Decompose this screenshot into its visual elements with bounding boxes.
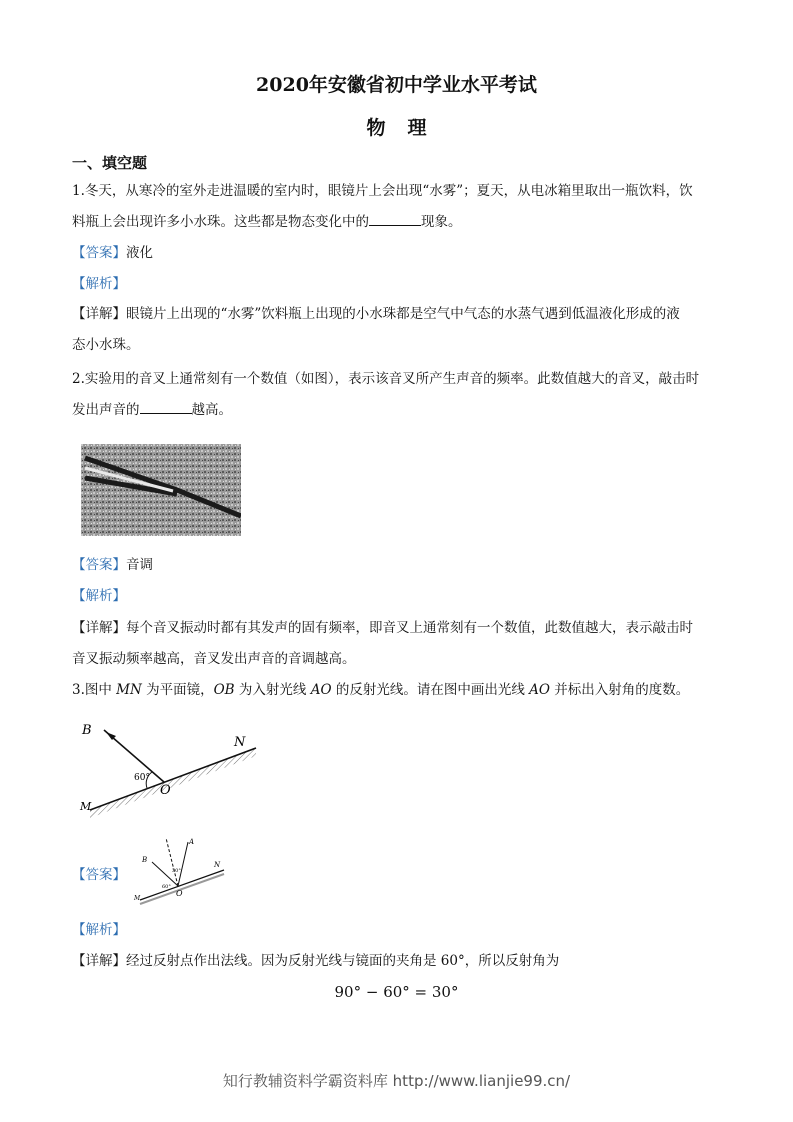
- answer-tag: 【答案】: [72, 867, 126, 883]
- ans-label-n: N: [214, 861, 221, 869]
- q3-text-a: 3.图中: [72, 682, 117, 698]
- q3-ao: AO: [310, 682, 332, 698]
- analysis-1: [72, 269, 724, 300]
- question-2-line1: 2.实验用的音叉上通常刻有一个数值（如图），表示该音叉所产生声音的频率。此数值越大的音叉，敲击时: [72, 371, 700, 387]
- detail-tag: 【详解】: [72, 620, 126, 636]
- analysis-tag: 【解析】: [72, 588, 126, 604]
- label-b: B: [82, 723, 92, 738]
- question-1: [72, 176, 724, 238]
- detail-text: 每个音叉振动时都有其发声的固有频率，即音叉上通常刻有一个数值，此数值越大，表示敲击时: [126, 620, 693, 636]
- question-2-text-end: 越高。: [191, 402, 232, 418]
- label-angle: 60°: [134, 773, 150, 783]
- question-1-line2: [72, 207, 724, 238]
- detail-text: 经过反射点作出法线。因为反射光线与镜面的夹角是 60°，所以反射角为: [126, 953, 560, 969]
- detail-2: [72, 613, 724, 675]
- ans-label-a: A: [189, 838, 195, 846]
- q3-mn: MN: [116, 682, 142, 698]
- q3-ao-2: AO: [529, 682, 550, 698]
- question-1-text-end: 现象。: [421, 214, 462, 230]
- ans-label-angle2: 30°: [172, 868, 181, 874]
- answer-1: [72, 238, 724, 269]
- analysis-3: [72, 915, 724, 946]
- question-2-text: 发出声音的: [72, 402, 140, 418]
- q3-text-c: 为入射光线: [234, 682, 311, 698]
- analysis-tag: 【解析】: [72, 922, 126, 938]
- subject-title: 物理: [366, 117, 449, 139]
- detail-1: [72, 299, 724, 361]
- ans-label-m: M: [134, 895, 141, 902]
- answer-text: 液化: [126, 245, 153, 261]
- tuning-fork-photo: [81, 444, 241, 536]
- question-1-text: 料瓶上会出现许多小水珠。这些都是物态变化中的: [72, 214, 369, 230]
- label-n: N: [234, 735, 246, 750]
- detail-text: 眼镜片上出现的“水雾”饮料瓶上出现的小水珠都是空气中气态的水蒸气遇到低温液化形成的液: [126, 306, 680, 322]
- answer-tag: 【答案】: [72, 245, 126, 261]
- q3-text-b: 为平面镜，: [141, 682, 214, 698]
- answer-2: [72, 550, 724, 581]
- detail-tag: 【详解】: [72, 306, 126, 322]
- answer-diagram: [132, 834, 232, 908]
- page-title: 2020年安徽省初中学业水平考试: [256, 74, 537, 96]
- q3-ob: OB: [213, 682, 235, 698]
- formula: 90° − 60° = 30°: [334, 983, 459, 1001]
- answer-blank: [140, 399, 192, 414]
- question-2: [72, 364, 724, 426]
- answer-blank: [369, 211, 421, 226]
- question-2-line2: [72, 395, 724, 426]
- ans-label-o: O: [176, 889, 183, 898]
- ans-label-angle: 60°: [162, 884, 171, 890]
- analysis-tag: 【解析】: [72, 276, 126, 292]
- question-3: [72, 675, 724, 706]
- section-heading: 一、填空题: [72, 154, 148, 172]
- mirror-diagram: [76, 718, 276, 826]
- detail-tag: 【详解】: [72, 953, 126, 969]
- q3-text-d: 的反射光线。请在图中画出光线: [331, 682, 530, 698]
- question-1-line1: 1.冬天，从寒冷的室外走进温暖的室内时，眼镜片上会出现“水雾”；夏天，从电冰箱里取出一瓶饮料，饮: [72, 183, 693, 199]
- detail-3: [72, 946, 724, 977]
- detail-text-line2: 音叉振动频率越高，音叉发出声音的音调越高。: [72, 651, 356, 667]
- label-m: M: [80, 800, 92, 813]
- answer-text: 音调: [126, 557, 153, 573]
- footer-watermark: 知行教辅资料学霸资料库 http://www.lianjie99.cn/: [222, 1072, 571, 1090]
- q3-text-e: 并标出入射角的度数。: [549, 682, 690, 698]
- answer-tag: 【答案】: [72, 557, 126, 573]
- ans-label-b: B: [142, 856, 148, 864]
- label-o: O: [160, 783, 171, 798]
- detail-text-line2: 态小水珠。: [72, 337, 140, 353]
- analysis-2: [72, 581, 724, 612]
